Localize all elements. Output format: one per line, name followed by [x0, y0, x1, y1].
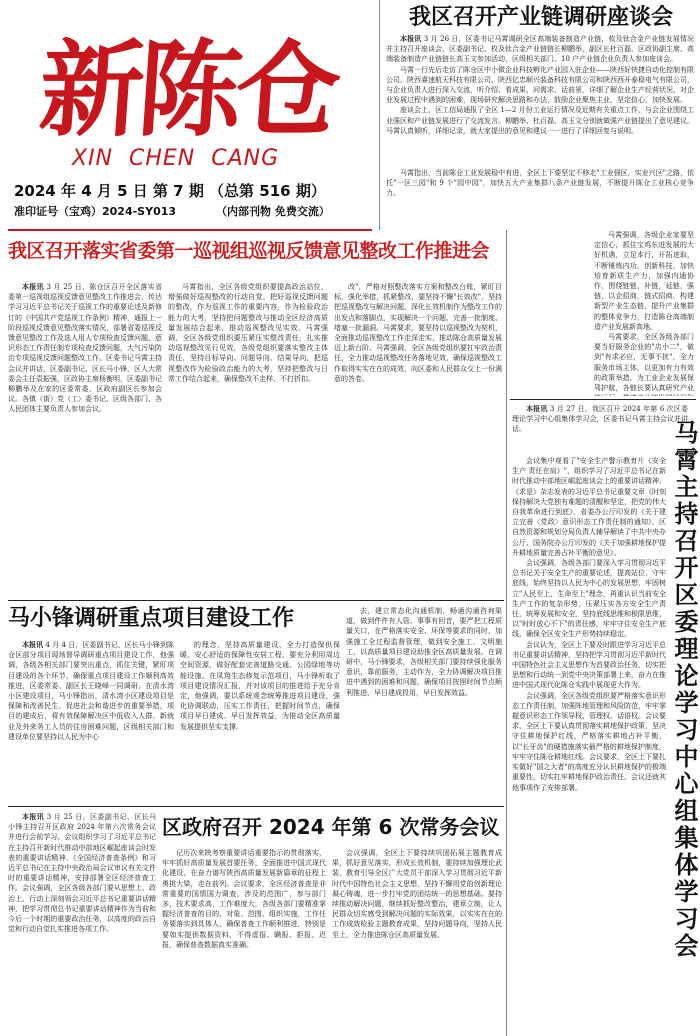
article-paragraph: 的理念，坚持高质量建设，全力打造保供保暖、安心舒适的保障性安居工程，要充分利用周边空间资源，做好配套完善道路交通、公园绿地等功能设施。在凤翔生态修复示范项目，马小锋听取了项目建设情况汇报，并对该项目的推进给予充分肯定，他强调，要以系统观念统筹推进项目建设，强化协调联动，压实工作责任，把握时间节点，确保项目早日建成、早日发挥效益，为推动全区高质量发展提供坚实支撑。: [180, 641, 340, 731]
article-paragraph: 马霄要求，全区各级各部门要当好服务企业的"店小二"，做到"有求必应，无事不扰"，全力服务市场主体，以更加有力有效的政策举措，为工业企业发展保驾护航，各链长要认真研究产业: [594, 333, 694, 393]
rule: [8, 600, 504, 601]
article-headline: 我区召开落实省委第一巡视组巡视反馈意见整改工作推进会: [8, 240, 490, 262]
article-paragraph: 会议认为，全区上下要及时跟进学习习近平总书记重要讲话精神，坚持把学习贯彻习近平新时代中国特色社会主义思想作为首要政治任务，切实把思想和行动统一到党中央决策部署上来，奋力在推进中国式现代化陈仓实践中展现更大作为。: [512, 640, 666, 690]
masthead-date-line: 2024 年 4 月 5 日 第 7 期 （总第 516 期）: [14, 182, 326, 200]
masthead: [0, 0, 375, 230]
article-paragraph: 会议强调，全区各级党组织要严格落实意识形态工作责任制，加强阵地管理和风险防范，牢牢掌握意识形态工作领导权、管理权、话语权。会议要求，全区上下要认真贯彻落实耕地保护政策，坚决守住耕地保护红线，严格落实耕地占补平衡，以"长牙齿"的硬措施落实最严格的耕地保护制度，牢牢守住陈仓耕地红线。会议要求，全区上下要扎实做好"国之大者"的高度充分认识耕地保护的极端重要性，切实扛牢耕地保护政治责任。会议还就其他事项作了安排部署。: [512, 691, 666, 792]
article-paragraph: 马霄一行先后走访了陈仓区中小微企业科技孵化产业园入驻企业——陕西好快捷自动化控制有限公司、陕西睿速航天科技有限公司、陕西亿忠顺兴装备科技有限公司和陕西西开泰稳电气有限公司，与企业负责人进行深入交流，听介绍、看成果、问需求、话前景，详细了解企业生产经营状况，对企业发展过程中遇到的困难，现场研究解决思路和办法，鼓励企业聚焦主业，坚定信心，加快发展。: [386, 65, 694, 105]
column-divider: [506, 230, 507, 1036]
article-lead: 本报讯: [526, 405, 548, 413]
article-paragraph: 会议强调，各级各部门要深入学习贯彻习近平总书记关于安全生产的重要论述，提高站位，守牢底线，始终坚持以人民为中心的发展思想，牢固树立"人民至上，生命至上"理念，再重认识当前安全生产工作的复杂形势，压紧压实各方安全生产责任，统筹发展和安全，坚持底线思维和极限思维，以"时时放心不下"的责任感，牢牢守住安全生产底线，确保全区安全生产形势持续稳定。: [512, 559, 666, 639]
column-divider: [379, 0, 380, 230]
article-paragraph: 会议强调，全区上下要持续巩固拓展主题教育成果，抓好意见落实，形成长效机制，要持续加强理论武装，教育引导全区广大党员干部深入学习贯彻习近平新时代中国特色社会主义思想，坚持不懈用党的创新理论凝心铸魂，进一步打牢党的团结统一的思想基础。要持续推动解决问题，继续抓好整改整治，建章立制，让人民群众切实感受到解决问题的实际效果，以实实在在的工作成效检验主题教育成果，坚持问题导向，坚持人民至上，全力推进陈仓区高质量发展。: [332, 849, 502, 939]
rule: [510, 399, 696, 400]
article-headline: 马小锋调研重点项目建设工作: [8, 606, 295, 631]
article-paragraph: 3 月 26 日，区委书记马霄调研全区高端装备制造产业链，枚及钛合金产业链发展情况并主持召开座谈会，区委副书记、枚及钛合金产业链链长柳鹏举，副区长杜百磊，区政协副主席、高端装备制造产业链链长高玉文参加活动，区级相关部门、10 户产业链企业负责人参加座谈会。: [386, 35, 694, 64]
article-lead: 本报讯: [400, 35, 422, 43]
article-paragraph: 4 月 4 日，区委副书记、区长马小锋到陈仓区部分项目现场督导调研重点项目建设工作，他强调，各级各相关部门要突出重点，抓住关键，紧盯项目建设的各个环节，确保重点项目建设工作顺利高效推进，区委常委、副区长王晓峰一同调研。在清水湾小区建设项目，马小锋指出，清水湾小区建设项目是保障和改善民生、促进社会和谐进步的重要举措，项目的建成后，将有效保障解决区中低收入人群、新就业及外来务工人员的住房困难问题，区级相关部门和建设单位要坚持以人民为中心: [8, 641, 174, 741]
article-lead: 本报讯: [22, 641, 44, 649]
article-headline: 区政府召开 2024 年第 6 次常务会议: [162, 815, 500, 839]
article-paragraph: 马霄指出，全区各级党组织要提高政治站位，增强做好巡视整改的行动自觉，把好巡视反馈问题的整改，作为巡视工作的重要内容，作为检验政治能力的大考，坚持把问题整改与推动全区经济高质量发展结合起来，推动巡视整改见实效。马霄强调，全区各级党组织要压紧压实整改责任，扎实推动巡视整改见行见效，各级党组织要落实整改主体责任，坚持目标导向、问题导向、结果导向，把巡视整改作为检验政治能力的大考，坚持把整改与日常工作结合起来，确保整改不走样、不打折扣。: [168, 283, 328, 383]
article-paragraph: 马霄指出，当前陈仓工业发展稳中有进，全区上下要坚定不移走"工业强区，实业兴区"之路，依托"一区三园"和 9 个"园中园"，加快五大产业集群八条产业链发展，不断提升陈仓工业核心竞争力。: [386, 169, 694, 198]
masthead-permit: 准印证号（宝鸡）2024-SY013: [14, 205, 177, 218]
article-lead: 本报讯: [22, 283, 44, 291]
article-lead: 本报讯: [22, 813, 45, 821]
article-paragraph: 去，建立常态化沟通机制，畅通沟通咨询渠道，做到件件有人管、事事有回音，要严把工程质量关口，在严格落实安全、环保等要求的同时，加强施工全过程监督管理，做到安全施工、文明施工，以高质量项目建设助推全区高质量发展。在调研中，马小锋要求，各级相关部门要持续强化服务意识，靠前服务，主动作为，全力协调解决项目推进中遇到的困难和问题，确保项目按照时间节点顺利推进，早日建成投用，早日发挥效益。: [346, 607, 502, 697]
article-paragraph: 记历次来陕考察重要讲话重要指示的贯彻落实，牢牢抓好高质量发展首要任务，全面推进中国式现代化建设，在奋力谱写陕西高质量发展新篇章的征程上勇挑大梁，走在前列。会议要求，全区经济普查是非常重要的国情国力调查，涉及的范围广，参与部门多，技术要求高，工作难度大，各级各部门要精准掌握经济普查的目的、对象、范围、组织实施，工作任务要落实到具体人，确保普查工作顺利推进，特别是要如实提供数据资料，不得虚报、瞒报、拒报、迟报，确保普查数据真实准确。: [162, 849, 326, 949]
masthead-title: 新陈仓: [35, 28, 339, 151]
article-paragraph: 3 月 25 日，陈仓区召开全区落实省委第一巡视组巡视反馈意见整改工作推进会，传达学习习近平总书记关于巡视工作的重要论述及新修订的《中国共产党巡视工作条例》精神，通报上一阶段巡视反馈意见整改落实情况，部署省委巡视反馈意见整改工作及选人用人专项检查反馈问题、意识形态工作责任制专项检查反馈问题，大气污染防治专项巡视反馈问题整改工作。区委书记马霄主持会议并讲话，区委副书记、区长马小锋，区人大常委会主任袁振强，区政协主席杨衡明，区委副书记柳鹏举及在家的区委常委、区政府副区长参加会议。各镇（街）党（工）委书记、区级各部门、各人民团体主要负责人参加会议。: [8, 283, 162, 414]
article-headline-vertical: 马霄主持召开区委理论学习中心组集体学习会: [670, 420, 698, 960]
article-paragraph: 会议集中观看了"安全生产警示教育片《安全生产 责任在肩》"，组织学习了习近平总书记在新时代推动中部地区崛起座谈会上的重要讲话精神、《求是》杂志发表的习近平总书记重要文章《时刻保持解决大党独有难题的清醒和坚定，把党的伟大自我革命进行到底》，省委办公厅印发的《关于建立完善〈党政〉意识形态工作责任制的通知》，区自然资源和规划分局负责人辅导解读了中共中央办公厅、国务院办公厅印发的《关于加强耕地保护提升耕地质量完善占补平衡的意见》。: [512, 457, 666, 557]
rule: [8, 229, 372, 231]
article-paragraph: 3 月 25 日，区委副书记、区长马小锋主持召开区政府 2024 年第六次常务会议并进行会前学习。会议组织学习了习近平总书记在主持召开新时代推动中部地区崛起座谈会时发表的重要讲话精神、《全国经济普查条例》和习近平总书记在主持中央政治局会议审议有关文件时的重要讲话精神，安排部署全区经济普查工作。会议强调，全区各级各部门要从思想上、政治上、行动上深刻领会习近平总书记重要讲话精神，把学习贯彻总书记重要讲话精神作为当前和今后一个时期的重要政治任务，以高度的政治自觉和行动自觉扎实推进各项工作。: [8, 813, 156, 934]
article-paragraph: 3 月 27 日，我区召开 2024 年第 6 次区委理论学习中心组集体学习会，区委书记马霄主持会议并讲话。: [512, 405, 688, 434]
rule: [8, 806, 504, 807]
masthead-pinyin: XIN CHEN CANG: [72, 146, 280, 171]
article-paragraph: 座谈会上，区工信局通报了全区 1—2 月份工业运行情况及近期有关重点工作，与会企业围绕工业强区和产业链发展进行了交流发言。柳鹏举、杜百磊、高玉文分别就做强产业链提出了意见建议。马霄认真倾听，详细记录，就大家提出的意见和建议一一进行了详细回复与说明。: [386, 106, 694, 135]
article-headline: 我区召开产业链调研座谈会: [408, 5, 673, 30]
article-paragraph: 马霄强调，各级企业家要坚定信心，抓住宝鸡东进发展的大好机遇，立足本行，开拓进取，不断锤炼内功，创新科技，加快培育新质生产力，加强内通协作，围绕链链，补链，延链，强链，以企招商，链式招商，构建新型产业生态链，提升产业集群的整体竞争力，打造陈仓高端制造产业发展新高地。: [594, 231, 694, 331]
article-paragraph: 改"，严格对照整改落实方案和整改台账，紧盯目标，强化举措，抓紧整改，要坚持不懈"长效改"，坚持把巡视整改与解决问题、深化长效机制作为整改工作的出发点和落脚点，实现解决一个问题、完善一批制度、堵塞一批漏洞。马霄要求，要坚持以巡视整改为契机，全面推动巡视整改工作走深走实，推动陈仓高质量发展迈上新台阶。马霄强调，全区各级党组织要扛牢政治责任，全力推动巡视整改任务落地见效，确保巡视整改工作取得实实在在的成效，向区委和人民群众交上一份满意的答卷。: [334, 283, 502, 383]
masthead-internal: （内部刊物 免费交流）: [216, 205, 330, 218]
